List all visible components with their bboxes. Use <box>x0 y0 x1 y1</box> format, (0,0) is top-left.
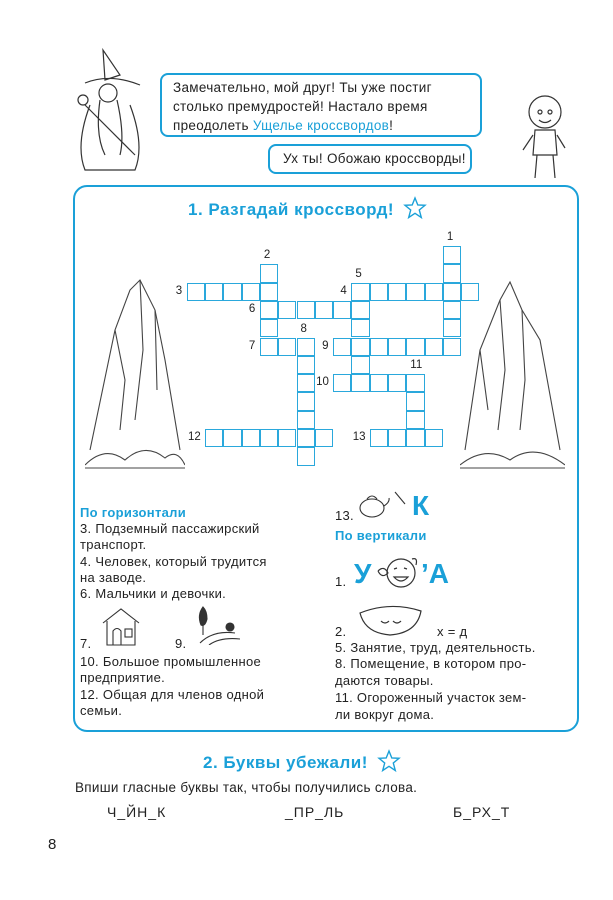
star-icon <box>377 749 401 773</box>
crossword-cell[interactable] <box>406 283 424 301</box>
clue-number: 10 <box>316 376 329 389</box>
crossword-cell[interactable] <box>443 264 461 282</box>
crossword-cell[interactable] <box>351 338 369 356</box>
clue-10-line2: предприятие. <box>80 670 166 685</box>
crossword-cell[interactable] <box>278 429 296 447</box>
clue-number: 6 <box>248 302 256 315</box>
crossword-cell[interactable] <box>351 301 369 319</box>
crossword-cell[interactable] <box>297 429 315 447</box>
clue-number: 13 <box>352 431 366 443</box>
crossword-cell[interactable] <box>406 374 424 392</box>
wizard-line-3 <box>173 116 432 135</box>
crossword-cell[interactable] <box>388 283 406 301</box>
clue-2-formula: х = д <box>437 624 468 639</box>
wizard-line-1: Замечательно, мой друг! Ты уже постиг <box>173 80 432 95</box>
crossword-cell[interactable] <box>260 338 278 356</box>
boy-line: Ух ты! Обожаю кроссворды! <box>283 151 466 166</box>
crossword-cell[interactable] <box>370 374 388 392</box>
clue-11-line2: ли вокруг дома. <box>335 707 435 722</box>
clue-3-line2: транспорт. <box>80 537 147 552</box>
clue-11-line1: 11. Огороженный участок зем- <box>335 690 527 705</box>
clue-10-line1: 10. Большое промышленное <box>80 654 262 669</box>
task2-title-text: 2. Буквы убежали! <box>203 753 368 772</box>
gorge-name: Ущелье кроссвордов <box>252 118 390 133</box>
clue-1-letter-a: ’А <box>421 558 449 589</box>
crossword-cell[interactable] <box>187 283 205 301</box>
crossword-cell[interactable] <box>425 283 443 301</box>
clue-5: 5. Занятие, труд, деятельность. <box>335 640 536 655</box>
clue-4-line1: 4. Человек, который трудится <box>80 554 267 569</box>
clue-6: 6. Мальчики и девочки. <box>80 586 227 601</box>
clue-number: 4 <box>340 284 347 297</box>
wizard-line-2: столько премудростей! Настало время <box>173 99 428 114</box>
crossword-cell[interactable] <box>333 338 351 356</box>
crossword-cell[interactable] <box>260 283 278 301</box>
clue-number: 2 <box>263 249 271 262</box>
crossword-cell[interactable] <box>297 338 315 356</box>
crossword-cell[interactable] <box>443 246 461 264</box>
crossword-cell[interactable] <box>260 264 278 282</box>
forest-road-picture <box>195 605 240 645</box>
crossword-cell[interactable] <box>388 374 406 392</box>
crossword-cell[interactable] <box>223 429 241 447</box>
crossword-cell[interactable] <box>242 429 260 447</box>
crossword-cell[interactable] <box>205 429 223 447</box>
wizard-line-3-end: ! <box>389 118 394 133</box>
clue-number: 11 <box>410 359 423 372</box>
crossword-cell[interactable] <box>406 411 424 429</box>
crossword-cell[interactable] <box>242 283 260 301</box>
crossword-cell[interactable] <box>370 338 388 356</box>
clue-number: 8 <box>300 322 307 335</box>
clue-9-label: 9. <box>175 636 187 651</box>
crossword-cell[interactable] <box>333 374 351 392</box>
crossword-cell[interactable] <box>297 411 315 429</box>
clue-8-line2: даются товары. <box>335 673 434 688</box>
crossword-cell[interactable] <box>278 301 296 319</box>
crossword-cell[interactable] <box>278 338 296 356</box>
wizard-speech-bubble <box>160 73 482 137</box>
crossword-cell[interactable] <box>406 392 424 410</box>
house-picture <box>100 605 142 647</box>
crossword-cell[interactable] <box>443 283 461 301</box>
clue-number: 9 <box>322 339 329 352</box>
clue-1-label: 1. <box>335 574 347 589</box>
clue-number: 1 <box>446 231 454 243</box>
crossword-cell[interactable] <box>351 319 369 337</box>
crossword-cell[interactable] <box>406 429 424 447</box>
across-heading: По горизонтали <box>80 505 186 520</box>
crossword-cell[interactable] <box>297 447 315 465</box>
clue-13-label: 13. <box>335 508 354 523</box>
crossword-cell[interactable] <box>443 319 461 337</box>
crossword-cell[interactable] <box>351 356 369 374</box>
word-3: Б_РХ_Т <box>453 804 511 820</box>
task1-title <box>188 196 427 220</box>
down-heading: По вертикали <box>335 528 427 543</box>
task2-instruction: Впиши гласные буквы так, чтобы получились слова. <box>75 780 418 795</box>
crossword-cell[interactable] <box>260 301 278 319</box>
crossword-cell[interactable] <box>297 392 315 410</box>
crossword-cell[interactable] <box>388 338 406 356</box>
clue-1-letter-u: У <box>354 558 372 589</box>
crossword-cell[interactable] <box>260 319 278 337</box>
clue-3-line1: 3. Подземный пассажирский <box>80 521 260 536</box>
pea-pod-picture <box>355 603 425 638</box>
crossword-cell[interactable] <box>443 338 461 356</box>
crossword-cell[interactable] <box>351 283 369 301</box>
crossword-cell[interactable] <box>461 283 479 301</box>
wizard-illustration <box>75 45 160 175</box>
clue-12-line1: 12. Общая для членов одной <box>80 687 265 702</box>
crossword-cell[interactable] <box>443 301 461 319</box>
crossword-cell[interactable] <box>297 301 315 319</box>
crossword-cell[interactable] <box>370 429 388 447</box>
clue-number: 5 <box>355 267 362 280</box>
boy-speech-bubble <box>268 144 472 174</box>
crossword-cell[interactable] <box>425 338 443 356</box>
clue-8-line1: 8. Помещение, в котором про- <box>335 656 527 671</box>
crossword-cell[interactable] <box>315 301 333 319</box>
crossword-cell[interactable] <box>351 374 369 392</box>
wizard-line-3-text: преодолеть <box>173 118 253 133</box>
clue-12-line2: семьи. <box>80 703 123 718</box>
crossword-cell[interactable] <box>260 429 278 447</box>
kettle-picture <box>357 490 407 520</box>
clue-number: 3 <box>175 284 183 297</box>
clue-number: 7 <box>248 339 256 352</box>
star-icon <box>403 196 427 220</box>
mountains-left-illustration <box>85 270 185 470</box>
word-2: _ПР_ЛЬ <box>285 804 345 820</box>
clue-7-label: 7. <box>80 636 92 651</box>
crossword-cell[interactable] <box>406 338 424 356</box>
boy-illustration <box>515 90 575 185</box>
crossword-cell[interactable] <box>205 283 223 301</box>
crossword-cell[interactable] <box>370 283 388 301</box>
page-number: 8 <box>48 836 57 853</box>
crossword-cell[interactable] <box>333 301 351 319</box>
crossword-cell[interactable] <box>297 356 315 374</box>
laughing-girl-picture <box>376 553 421 593</box>
crossword-cell[interactable] <box>223 283 241 301</box>
crossword-cell[interactable] <box>297 374 315 392</box>
word-1: Ч_ЙН_К <box>107 804 167 820</box>
clue-13-letter: К <box>412 490 430 521</box>
task1-title-text: 1. Разгадай кроссворд! <box>188 200 395 219</box>
clue-4-line2: на заводе. <box>80 570 147 585</box>
crossword-cell[interactable] <box>425 429 443 447</box>
task2-title <box>203 749 401 773</box>
crossword-cell[interactable] <box>315 429 333 447</box>
clue-number: 12 <box>188 431 201 443</box>
crossword-cell[interactable] <box>388 429 406 447</box>
clue-2-label: 2. <box>335 624 347 639</box>
